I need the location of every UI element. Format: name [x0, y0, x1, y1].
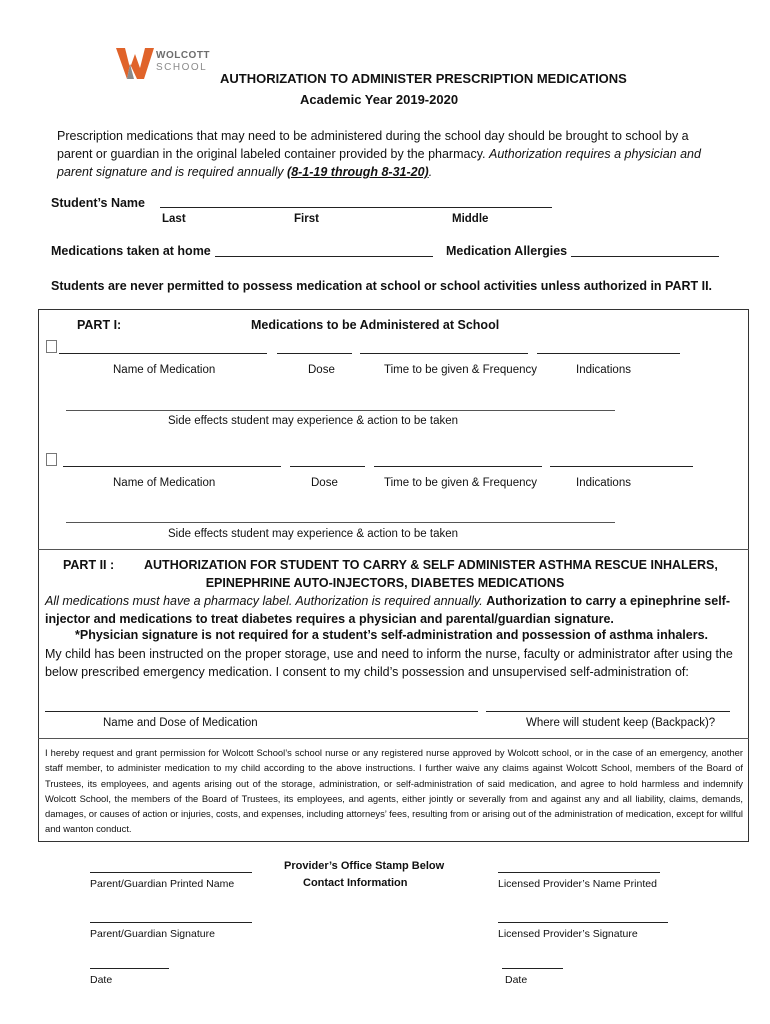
waiver-divider: [38, 738, 749, 739]
contact-info-label: Contact Information: [303, 877, 408, 889]
med1-side-effects-line[interactable]: [66, 410, 615, 411]
student-middle-label: Middle: [452, 213, 489, 225]
parent-signature-label: Parent/Guardian Signature: [90, 928, 215, 940]
student-name-line[interactable]: [160, 207, 552, 208]
provider-signature-label: Licensed Provider’s Signature: [498, 928, 638, 940]
part2-consent: My child has been instructed on the proper storage, use and need to inform the nurse, faculty or administrator after using the below prescribed emergency medication. I consent to my child’s possession and unsupervised self-administration of:: [45, 647, 733, 679]
med2-indications-line[interactable]: [550, 466, 693, 467]
part2-bold2: *Physician signature is not required for a student’s self-administration and possession of asthma inhalers.: [75, 628, 709, 642]
med2-name-line[interactable]: [63, 466, 281, 467]
logo-text-top: WOLCOTT: [156, 50, 211, 61]
med2-time-line[interactable]: [374, 466, 542, 467]
med1-dose-line[interactable]: [277, 353, 352, 354]
student-last-label: Last: [162, 213, 186, 225]
med1-time-label: Time to be given & Frequency: [384, 364, 537, 376]
provider-signature-line[interactable]: [498, 922, 668, 923]
part2-requirements: [45, 593, 741, 628]
school-logo: [116, 46, 211, 82]
intro-end: .: [428, 165, 433, 179]
part2-where-line[interactable]: [486, 711, 730, 712]
part2-bold1: Authorization to carry a epinephrine self-injector and medications to treat diabetes requires a physician and parental/guardian signature.: [45, 594, 731, 626]
academic-year: Academic Year 2019-2020: [300, 92, 459, 107]
parent-name-line[interactable]: [90, 872, 252, 873]
med1-name-label: Name of Medication: [113, 364, 216, 376]
logo-text-bottom: SCHOOL: [156, 62, 208, 73]
intro-paragraph: [57, 127, 725, 181]
part2-title-line1: AUTHORIZATION FOR STUDENT TO CARRY & SELF ADMINISTER ASTHMA RESCUE INHALERS,: [144, 558, 718, 572]
stamp-title: Provider’s Office Stamp Below: [284, 860, 445, 872]
med1-time-line[interactable]: [360, 353, 528, 354]
student-name-label: Student’s Name: [51, 196, 146, 210]
student-first-label: First: [294, 213, 319, 225]
intro-dates: (8-1-19 through 8-31-20): [287, 165, 429, 179]
med1-indications-label: Indications: [576, 364, 631, 376]
part2-name-dose-label: Name and Dose of Medication: [103, 717, 258, 729]
allergies-line[interactable]: [571, 256, 719, 257]
med2-indications-label: Indications: [576, 477, 631, 489]
provider-date-label: Date: [505, 974, 528, 986]
med1-name-line[interactable]: [59, 353, 267, 354]
part1-label: PART I:: [77, 318, 122, 332]
possession-warning: Students are never permitted to possess medication at school or school activities unless authorized in PART II.: [51, 279, 713, 293]
provider-name-line[interactable]: [498, 872, 660, 873]
parent-signature-line[interactable]: [90, 922, 252, 923]
parent-date-line[interactable]: [90, 968, 169, 969]
logo-w-mark: [116, 46, 156, 80]
provider-date-line[interactable]: [502, 968, 563, 969]
part2-name-dose-line[interactable]: [45, 711, 478, 712]
part-divider: [38, 549, 749, 550]
intro-text: Prescription medications that may need to be administered during the school day should be brought to school by a parent or guardian in the original labeled container provided by the pharmacy.: [57, 129, 689, 161]
med1-checkbox[interactable]: [46, 340, 57, 353]
med2-time-label: Time to be given & Frequency: [384, 477, 537, 489]
meds-home-label: Medications taken at home: [51, 244, 211, 258]
parent-name-label: Parent/Guardian Printed Name: [90, 878, 235, 890]
part2-italic: All medications must have a pharmacy label. Authorization is required annually.: [45, 594, 483, 608]
waiver-text: I hereby request and grant permission for Wolcott School’s school nurse or any registered nurse approved by Wolcott school, or in the case of an emergency, another staff member, to administer medication to my child according to the above instructions. I further waive any claims against Wolcott School, members of the Board of Trustees, its employees, and agents arising out of the storage, administration, or self-administration of said medication, and agree to hold harmless and indemnify Wolcott School, the members of the Board of Trustees, its employees, and agents, either jointly or severally from and against any and all liability, claims, demands, damages, or causes of action or injuries, costs, and expenses, including attorneys’ fees, resulting from or arising out of the administration of medication, except for willful and wanton conduct.: [45, 747, 743, 835]
intro-italic: Authorization requires a physician and parent signature and is required annually: [57, 147, 701, 179]
allergies-label: Medication Allergies: [446, 244, 568, 258]
page-title: AUTHORIZATION TO ADMINISTER PRESCRIPTION MEDICATIONS: [220, 71, 627, 86]
provider-name-label: Licensed Provider’s Name Printed: [498, 878, 657, 890]
med2-side-effects-label: Side effects student may experience & action to be taken: [168, 528, 459, 540]
meds-home-line[interactable]: [215, 256, 433, 257]
med1-indications-line[interactable]: [537, 353, 680, 354]
med2-name-label: Name of Medication: [113, 477, 216, 489]
part1-title: Medications to be Administered at School: [251, 318, 500, 332]
part2-label: PART II :: [63, 558, 115, 572]
parent-date-label: Date: [90, 974, 113, 986]
med1-side-effects-label: Side effects student may experience & action to be taken: [168, 415, 459, 427]
part2-title-line2: EPINEPHRINE AUTO-INJECTORS, DIABETES MEDICATIONS: [205, 576, 565, 590]
med2-dose-line[interactable]: [290, 466, 365, 467]
med2-checkbox[interactable]: [46, 453, 57, 466]
med1-dose-label: Dose: [308, 364, 335, 376]
part2-where-label: Where will student keep (Backpack)?: [526, 717, 716, 729]
med2-side-effects-line[interactable]: [66, 522, 615, 523]
med2-dose-label: Dose: [311, 477, 338, 489]
